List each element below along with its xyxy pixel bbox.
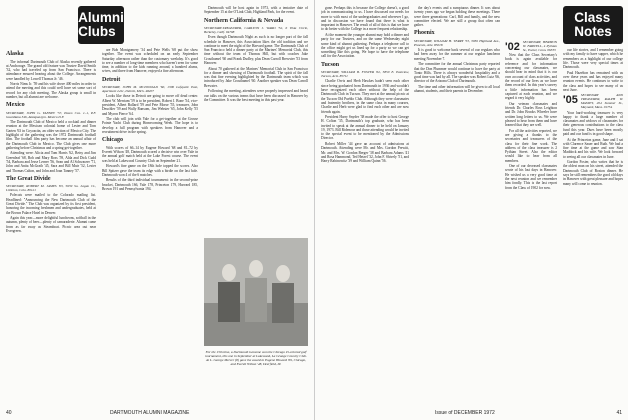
detroit-body-2: The club will join with Yale for a get-together at the Grosse Pointe Yacht Club during Homecoming Week. The hope is to develop a full program with speakers from Hanover and a recruitment drive in the spring. <box>102 117 198 135</box>
section-heading-great-divide: The Great Divide <box>6 175 51 182</box>
footer-title-left: DARTMOUTH ALUMNI MAGAZINE <box>110 410 190 416</box>
right-col4-body: our life stories, and I remember going with my family to have supper, which he remembers as a highlight of our college life. Those were very special times at Dartmouth. <box>563 48 623 70</box>
detroit-body: Looks like those in Detroit are going to move off dead center. Albert W. Merriam '59 is to be president, Robert J. Bone '54, vice-president, Albert Ballard '59 and Pete Morse '55, treasurer, John Deuchler '59 and Wally Ransom, Jim Webster '65, John Kelly '55 and Myron Pierce '64. <box>102 94 198 116</box>
badge-line2: Clubs <box>78 24 116 39</box>
tucson-body-2: President Harry Snyder '38 made the offer to host George H. Colton '35, Dartmouth's top graduate, who has been invited to speak at the annual dinner to be held on January 19, 1973. Bill Ridenour and those attending would be invited to the special event to be mentioned by the Admissions Director. <box>321 115 409 141</box>
alumni-clubs-badge <box>78 6 124 44</box>
right-col4-body-2: Paul Hazelton has remained with us over these years and has enjoyed many reunion events. He continues to write to the class and hopes to see many of us next June. <box>563 70 623 92</box>
photo-caption: For the 15th time, a Dartmouth twosome won the Chicago tri-colored golf tournament, this one in September at Lakewood, La Grange Country Club. At L. George Mercer (8) gave the award to Eugene Howard '69, Chicago, and Everett Wilson '48, Deerfield, Ill. <box>205 350 307 366</box>
class-year-1902: '02 <box>505 41 520 53</box>
class-1902-body-4: One of our deceased classmates wrote of his last days in Hanover. He wished us a very good time at the next reunion and we remember him fondly. This is the last report from the Class of 1902 for now. <box>505 164 557 190</box>
phoenix-secretary: SECRETARY, WILLIAM H. TERRY '53, 3036 Highland Ave., Phoenix, Ariz. 85018 <box>414 38 500 47</box>
phoenix-body-2: The committee for the annual Christmas party reported that the Don Plummer would continue to have the party at Tonto Hills. There is always wonderful hospitality and a good time was had by all. The speaker was Robert Lutz '66, director of the Arizona Club of Dartmouth. <box>414 62 500 84</box>
class-1902-body: Now that the Class Secretary's book is again available for reference and for information concerning our classmates, we should bear in mind that it is our own account of class activities, and the record of our lives as we have them recorded. In this year's survey a little information has been captured at each reunion, and we regard it very highly. <box>505 53 557 101</box>
great-divide-secretary: SECRETARY, ROBERT M. JAMES '63, 5639 So. Logan Ct., Littleton, Colo. 80121 <box>6 184 96 193</box>
class-1905-secretary: SECRETARY AND TREASURER, RALPH W. MASSEY, 204 Summer St., Maynard, Mass. 01754 <box>580 93 623 110</box>
class-notes-badge <box>563 6 623 44</box>
mexico-body-2: Attending were: Alicia and Tom Harris '62, Betsy and Jim Greenleaf '68, Bob and Mary Ross '59, Alda and Dick Cudd '54, Barbara and Jesse Lerner '56, Sean and Al Schwarzer '71, John and Anita McGrath '45, Sara and Bill Muir '52, Lester and Thomas Calton, and John and Joan Tanney '57. <box>6 151 96 173</box>
great-divide-body: Polecats were mailed to the Colorado mailing list. Headlined: "Announcing the New Dartmouth Club of the Great Divide." The Club was organized by its first president, honoring the incoming freshmen and undergraduates, held at the Brown Palace Hotel in Denver. <box>6 193 96 215</box>
class-1905-body-2: At the Princeton game, Jane and I sat with Clarence Sauer and Ruth. We had a fine time at the game and saw Stan Maddock and his wife. We look forward to seeing all our classmates in June. <box>563 137 623 159</box>
alaska-body-2: Norris Nims Jr. '59 and his wife drove 400 miles in order to attend the meeting and this could well have set some sort of record for any club meeting. The Alaska group is small in number, but all alumni are welcome. <box>6 82 96 100</box>
detroit-secretary: SECRETARY, JOHN M. MCDONALD '60, 1300 Lafayette East, Apartment 2411, Detroit, Mich. 48207 <box>102 85 198 94</box>
class-year-1905: '05 <box>563 94 578 107</box>
left-column-1 <box>6 48 96 393</box>
phoenix-body: It is good to welcome back several of our regulars who had been away for the summer at our regular luncheon meeting November 7. <box>414 48 500 61</box>
section-heading-tucson: Tucson <box>321 61 340 68</box>
section-heading-phoenix: Phoenix <box>414 30 435 37</box>
great-divide-body-2: Again this year—more delightful luncheons, softball in the autumn, plenty of beer—plenty of camaraderie. Alumni came from as far away as Steamboat. Picnic area out near Evergreen. <box>6 216 96 234</box>
page-number-right: 41 <box>616 410 622 416</box>
nor-cal-body: Even though Dartmouth Night as such is no longer part of the fall schedule in Hanover, this Association likes the old tradition and we continue to meet the night of the Harvard game. The Dartmouth Club of San Francisco held a dinner party at the Marines' Memorial Club, this time without the team of Thomas Hill, but with coaches Jake Crouthamel '60 and Frank Dudley, plus Dean Carroll Brewster '53 from Hanover. <box>204 35 308 66</box>
chicago-body: With scores of 66–14 by Eugene Howard '68 and 81–72 by Everett Wilson '48, Dartmouth scored a decisive win over Yale in the annual golf match held at the Lake Forest course. The event was held at Lakewood Country Club on September 21. <box>102 145 198 163</box>
footer-title-right: Issue of DECEMBER 1972 <box>435 410 495 416</box>
chicago-body-3: Results of the third individual tournament: in the second-prize bracket, Dartmouth 166, Yale 178, Princeton 179, Harvard 185, Brown 191 and Pennsylvania 194. <box>102 178 198 191</box>
badge-line2: Notes <box>574 24 612 39</box>
right-col1-body-2: At the moment the younger alumni may hold a dinner and party for our Trustees, and on the same Wednesday night some kind of alumni gathering. Perhaps a telephone call to the office might get us lined up for a party so we can get something like this going. We hope to have the telephone call for the Association. <box>321 32 409 59</box>
nor-cal-body-2: About 70 gathered at the Marines' Memorial Club in San Francisco for a dinner and showing of Dartmouth football. The spirit of the fall was that fine evening highlighted by the Dartmouth team which was introduced by Jake Crouthamel '60. Another speaker was Dean Carroll Brewster. <box>204 66 308 88</box>
right-column-1 <box>321 6 409 394</box>
class-1905-body: Your hard-working treasurer is very happy to thank a large number of classmates and widows of classmates for their generous contributions to the class fund this year. Dues have been mostly paid and our fund is in good shape. <box>563 110 623 137</box>
golf-photo <box>204 238 308 346</box>
right-col1-body: gone. Perhaps this is because the College doesn't, a good job in communicating to us. I have discussed our needs for more to with most of the undergraduates and wherever I go, and in discussion we have found that there is what is important in Hanover. The result of all of this is that we have to do better with the College in a more frequent relationship. <box>321 6 409 32</box>
nor-cal-body-3: Following the meeting, attendees were properly impressed and heard our talks on the various teams that have been discussed in Hanover by the Committee. It was the best meeting in this past year. <box>204 89 308 102</box>
tucson-body-3: Robert Miller '44 gave an account of admissions at Dartmouth. Attending were Mr. and Mrs. Gordon Prewitt, Mr. and Mrs. W. Gordon Berger '38 and Barbara Adams '41 and Rosa Hammond, Ted Hetzel '32, John F. Shively '51, and Harry Rabinowitz '39 and William Quinn '56. <box>321 141 409 164</box>
right-column-2 <box>414 6 500 394</box>
class-1902-body-3: For all the activities reported, we are giving a thanks to the secretaries and treasurers of the class for their fine work. The address of the class treasurer is 2 Pythian Street. Also the editor would like to hear from all members. <box>505 128 557 163</box>
right-column-4 <box>563 48 623 394</box>
col3-body: Dartmouth will be host again in 1973, with a tentative date of September 15 at the O'Link Club, Highland Park, for the event. <box>204 6 308 15</box>
mexico-body: The Dartmouth Club of Mexico held a cocktail and dinner reunion at the Mexican colonial home of Lester and Tom Garten '63 in Coyoacán, an older section of Mexico City. The highlight of the gathering was the 1972 Dartmouth football film. The football film party has become an annual affair of the Dartmouth Club in Mexico. The Club gives one more gathering before Christmas and a spring get-together. <box>6 120 96 150</box>
chicago-body-2: Howard's fine game on the 18th hole topped the scores. Also Bill Spitzer gave the team its edge with a birdie on the last hole. Dartmouth won 4 of the 6 matches. <box>102 164 198 177</box>
left-column-2 <box>102 48 198 393</box>
nor-cal-secretary: SECRETARY-TREASURER, CARLTON J. WARD '52, 6 Vista Circle, Berkeley, Calif. 94708 <box>204 26 308 35</box>
class-1902-secretary: SECRETARY, HERMON W. FARWELL, 4 Pythian St., Exeter, Conn. 06333 <box>522 40 557 52</box>
right-page <box>314 0 628 420</box>
tucson-secretary: SECRETARY, WILLIAM B. FOSTER '62, 5850 E. Eastview, Tucson, Ariz. 85711 <box>321 70 409 79</box>
section-heading-detroit: Detroit <box>102 76 121 83</box>
section-heading-alaska: Alaska <box>6 51 24 57</box>
tucson-body: Charlie Orvis and Herb Hawkes hadn't seen each other since being graduated from Dartmouth in 1936 and wouldn't have recognized each other without the help of the Dartmouth Club in Tucson. They met at the annual picnic at the Tucson Old Pueblo Club. Although they were classmates and fraternity brothers, in the same class in many courses, Charlie and Herb were glad to find each other and are now friends again. <box>321 79 409 114</box>
right-col2-body: the day's events and a sumptuous dinner. It was about twenty years ago we began holding these meetings. There were three generations: Carl, Bill and family, and the new committee elected. We are still a group that often can gather. <box>414 6 500 28</box>
phoenix-body-3: The time and other information will be given to all local alumni, students, and their parents in December. <box>414 84 500 94</box>
col2-body: are Bob Montgomery '34 and Pete Wells '68 put the show together. The event was scheduled on an early September Saturday afternoon rather than the customary weekday. It's good to see a number of long-time members who haven't seen for some time, in addition to the kids running around, a hundred alums, wives, and three from Hanover, enjoyed a fine afternoon. <box>102 48 198 74</box>
section-heading-mexico: Mexico <box>6 102 25 109</box>
class-1902-body-2: Our veteran classmates and friends Dr. Charles Ross Leighton and Dr. John Brooks Wheeler have written long letters to us. We were pleased to hear from them and have learned that they are well. <box>505 101 557 128</box>
left-column-3 <box>204 6 308 234</box>
section-heading-chicago: Chicago <box>102 137 123 144</box>
page-number-left: 40 <box>6 410 12 416</box>
mexico-secretary: SECRETARY, JOHN G. TANNEY '57, Paseo Cos. 1–1, P.F. Guardiana 346, Atizapan/gro. Mexico D.F. <box>6 110 96 119</box>
badge-line1: Class <box>574 10 611 25</box>
class-1905-body-3: Gordon Foster, who writes that he is the oldest man on his street, attended the Dartmouth Club of Boston dinner. He says he still remembers the good old days in Hanover with great pleasure and hopes many will come to reunion. <box>563 160 623 186</box>
right-column-3 <box>505 40 557 394</box>
badge-line1: Alumni <box>78 10 124 25</box>
section-heading-northern-california: Northern California & Nevada <box>204 17 284 24</box>
alaska-body: The informal Dartmouth Club of Alaska recently gathered at Anchorage. The grand old feature was Trustee David Smith '32, who had traveled up from San Francisco. There is attendance ensured hearing about the College. Arrangements were handled by Lowell Thomas Jr. '46. <box>6 59 96 81</box>
